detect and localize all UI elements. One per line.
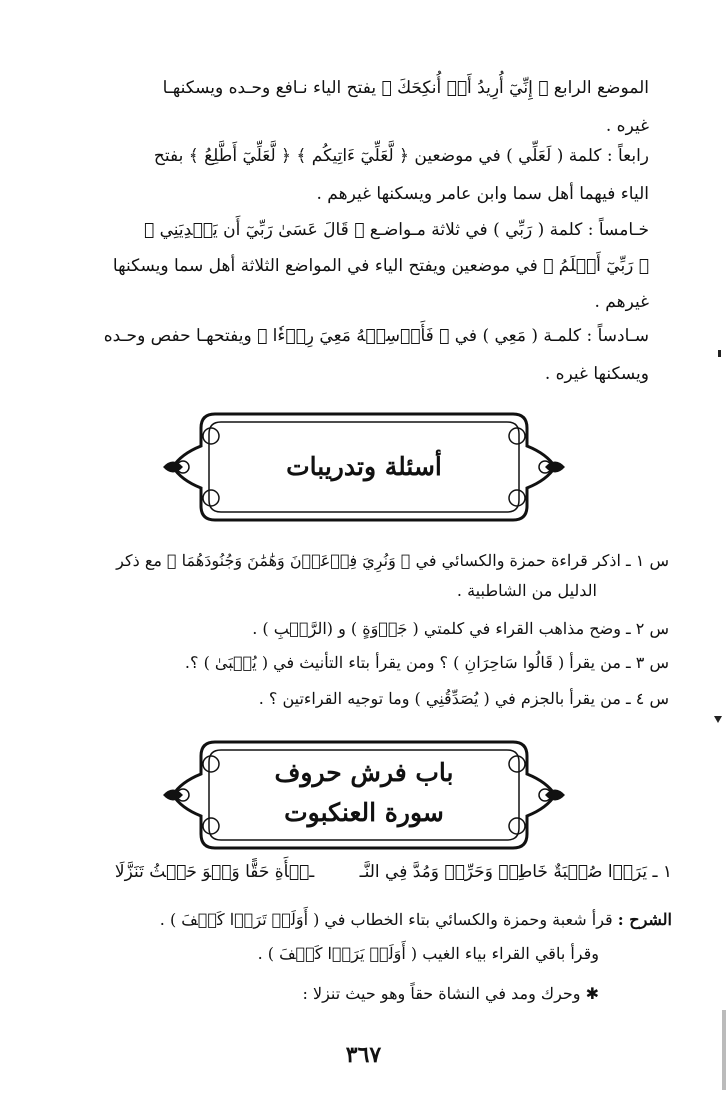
- question-1-continuation: الدليل من الشاطبية .: [456, 581, 597, 600]
- surah-heading: سورة العنكبوت: [284, 798, 444, 827]
- question-4: س ٤ ـ من يقرأ بالجزم في ( يُصَدِّقُنِي ) وما توجيه القراءتين ؟ .: [258, 689, 669, 708]
- body-line-3: رابعاً : كلمة ( لَعَلِّي ) في موضعين ﴿ لَّعَلِّيٓ ءَاتِيكُم ﴾ ﴿ لَّعَلِّيٓ أَطَّلِعُ ﴾ بفتح: [153, 146, 649, 166]
- explanation-label: الشرح :: [617, 910, 672, 929]
- body-line-2: غيره .: [605, 116, 649, 136]
- poem-verse: [115, 862, 672, 882]
- body-line-8: سـادساً : كلمـة ( مَعِي ) في ﴿ فَأَرۡسِلۡهُ مَعِيَ رِدۡءٗا ﴾ ويفتحهـا حفص وحـده: [103, 326, 649, 346]
- questions-title-frame: [155, 406, 573, 528]
- explanation-line-3: ✱ وحرك ومد في النشاة حقاً وهو حيث تنزلا :: [302, 984, 599, 1003]
- ornamental-frame-icon: [155, 734, 573, 856]
- body-line-1: الموضع الرابع ﴿ إِنِّيٓ أُرِيدُ أَنۡ أُنكِحَكَ ﴾ يفتح الياء نـافع وحـده ويسكنهـا: [162, 78, 649, 98]
- chapter-title-frame: [155, 734, 573, 856]
- body-line-5: خـامساً : كلمة ( رَبِّي ) في ثلاثة مـواضـع ﴿ قَالَ عَسَىٰ رَبِّيٓ أَن يَهۡدِيَنِي ﴾: [144, 220, 649, 240]
- verse-hemistich-1: يَرَوۡا صُحۡبَةٌ خَاطِبۡ وَحَرِّكۡ وَمُدَّ فِي النَّـ: [359, 862, 648, 882]
- question-1: س ١ ـ اذكر قراءة حمزة والكسائي في ﴿ وَنُرِيَ فِرۡعَوۡنَ وَهَٰمَٰنَ وَجُنُودَهُمَا ﴾ مع ذكر: [116, 551, 669, 570]
- questions-heading: أسئلة وتدريبات: [286, 452, 442, 481]
- body-line-4: الياء فيهما أهل سما وابن عامر ويسكنها غيرهم .: [316, 184, 649, 204]
- verse-hemistich-2: ـشۡأَةِ حَقًّا وَهۡوَ حَيۡثُ تَنَزَّلَا: [114, 862, 315, 882]
- verse-number: ١ ـ: [652, 862, 672, 882]
- chapter-heading: باب فرش حروف: [274, 758, 454, 787]
- margin-mark: [718, 350, 721, 357]
- page-number: ٣٦٧: [345, 1042, 382, 1068]
- explanation-line-1: [160, 906, 672, 934]
- body-line-7: غيرهم .: [594, 292, 649, 312]
- margin-arrow-icon: [714, 716, 722, 723]
- question-3: س ٣ ـ من يقرأ ( قَالُوا سَاحِرَانِ ) ؟ ومن يقرأ بتاء التأنيث في ( يُجۡبَىٰ ) ؟.: [184, 653, 669, 672]
- question-2: س ٢ ـ وضح مذاهب القراء في كلمتي ( جَذۡوَةٍ ) و (الرَّهۡبِ ) .: [252, 619, 669, 638]
- explanation-line-2: وقرأ باقي القراء بياء الغيب ( أَوَلَمۡ يَرَوۡا كَيۡفَ ) .: [257, 944, 599, 963]
- scan-edge-shadow: [722, 1010, 726, 1090]
- body-line-6: ﴿ رَبِّيٓ أَعۡلَمُ ﴾ في موضعين ويفتح الياء في المواضع الثلاثة أهل سما ويسكنها: [112, 256, 649, 276]
- explanation-text-1: قرأ شعبة وحمزة والكسائي بتاء الخطاب في ( أَوَلَمۡ تَرَوۡا كَيۡفَ ) .: [159, 910, 613, 929]
- body-line-9: ويسكنها غيره .: [544, 364, 649, 384]
